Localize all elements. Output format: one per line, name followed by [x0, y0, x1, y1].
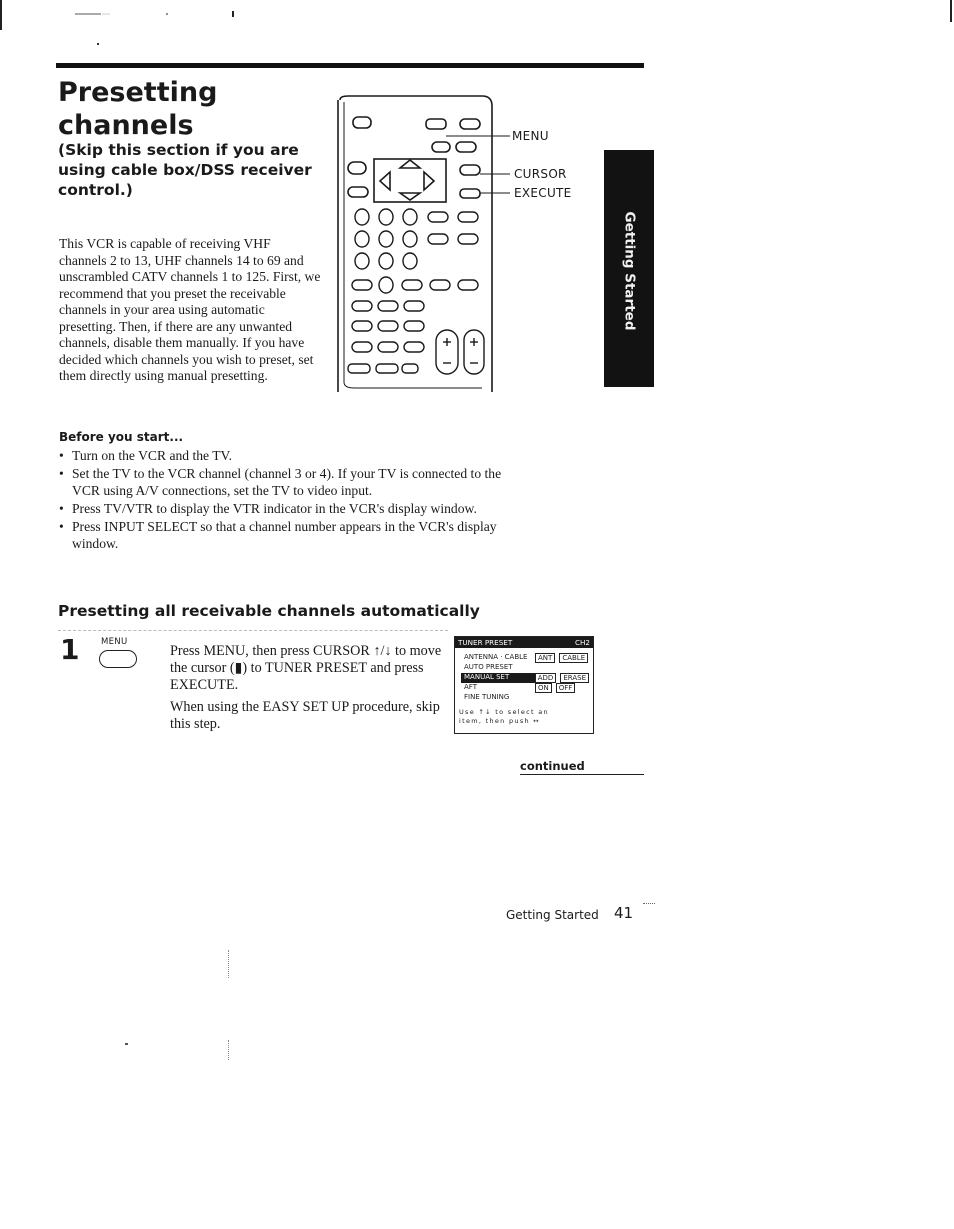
page-title: Presetting channels	[58, 77, 218, 141]
osd-option: ADD	[535, 673, 557, 683]
osd-screen	[454, 636, 594, 734]
osd-header-channel: CH2	[575, 638, 590, 647]
intro-paragraph: This VCR is capable of receiving VHF channels 2 to 13, UHF channels 14 to 69 and unscrambled CATV channels 1 to 125. First, we recommend that you preset the receivable channels in your area using automatic presetting. Then, if there are any unwanted channels, disable them manually. If you have decided which channels you wish to preset, set them directly using manual presetting.	[59, 236, 321, 383]
osd-footer-line: Use ↑↓ to select an	[459, 708, 549, 716]
step-number: 1	[60, 633, 80, 666]
osd-row-manual-set	[455, 673, 593, 683]
scan-speck	[643, 903, 655, 906]
osd-option: ERASE	[560, 673, 589, 683]
scan-edge	[950, 0, 952, 22]
osd-row-antenna	[455, 653, 593, 663]
osd-option: OFF	[556, 683, 576, 693]
osd-option: ON	[535, 683, 552, 693]
osd-row-fine-tuning	[455, 693, 593, 703]
scan-speck	[125, 1043, 128, 1045]
scan-mark	[97, 43, 99, 45]
menu-button-icon	[99, 650, 137, 668]
osd-row-auto-preset	[455, 663, 593, 673]
page-subtitle: (Skip this section if you are using cable box/DSS receiver control.)	[58, 141, 312, 199]
list-item: • Press INPUT SELECT so that a channel number appears in the VCR's display window.	[58, 518, 518, 552]
osd-row-label: ANTENNA · CABLE	[464, 653, 528, 661]
side-tab-label-wrap	[597, 212, 661, 330]
osd-row-label: MANUAL SET	[461, 673, 535, 683]
scan-mark	[232, 11, 234, 17]
step-instruction: Press MENU, then press CURSOR ↑/↓ to move the cursor (▮) to TUNER PRESET and press EXECUTE.	[170, 643, 442, 693]
callout-cursor: CURSOR	[514, 167, 567, 181]
osd-footer-line: item, then push ↔	[459, 717, 541, 725]
footer-section: Getting Started	[506, 908, 599, 922]
section-divider	[58, 630, 448, 631]
osd-header-title: TUNER PRESET	[458, 638, 513, 647]
list-item: • Turn on the VCR and the TV.	[58, 447, 518, 464]
side-tab-label: Getting Started	[621, 211, 637, 331]
continued-label: continued	[520, 759, 585, 773]
osd-footer	[455, 708, 593, 726]
before-heading: Before you start...	[59, 430, 184, 444]
osd-option: CABLE	[559, 653, 588, 663]
before-list	[58, 447, 518, 553]
list-item: • Press TV/VTR to display the VTR indicator in the VCR's display window.	[58, 500, 518, 517]
osd-row-label: AFT	[464, 682, 477, 691]
continued-rule	[520, 774, 644, 775]
list-item: • Set the TV to the VCR channel (channel 3 or 4). If your TV is connected to the VCR using A/V connections, set the TV to video input.	[58, 465, 518, 499]
scan-speck	[228, 1040, 230, 1060]
step-note: When using the EASY SET UP procedure, skip this step.	[170, 699, 440, 732]
osd-row-label: AUTO PRESET	[464, 663, 513, 671]
scan-edge	[0, 0, 2, 30]
page-number: 41	[614, 904, 634, 922]
callout-execute: EXECUTE	[514, 186, 572, 200]
osd-row-label: FINE TUNING	[464, 692, 510, 701]
scan-speck	[228, 950, 230, 978]
scan-artifact	[20, 13, 180, 16]
step-button-label: MENU	[101, 637, 128, 647]
callout-menu: MENU	[512, 129, 549, 143]
top-rule	[56, 63, 644, 68]
section-heading: Presetting all receivable channels automatically	[58, 602, 480, 620]
osd-option: ANT	[535, 653, 555, 663]
osd-header	[455, 637, 593, 648]
osd-row-aft	[455, 683, 593, 693]
